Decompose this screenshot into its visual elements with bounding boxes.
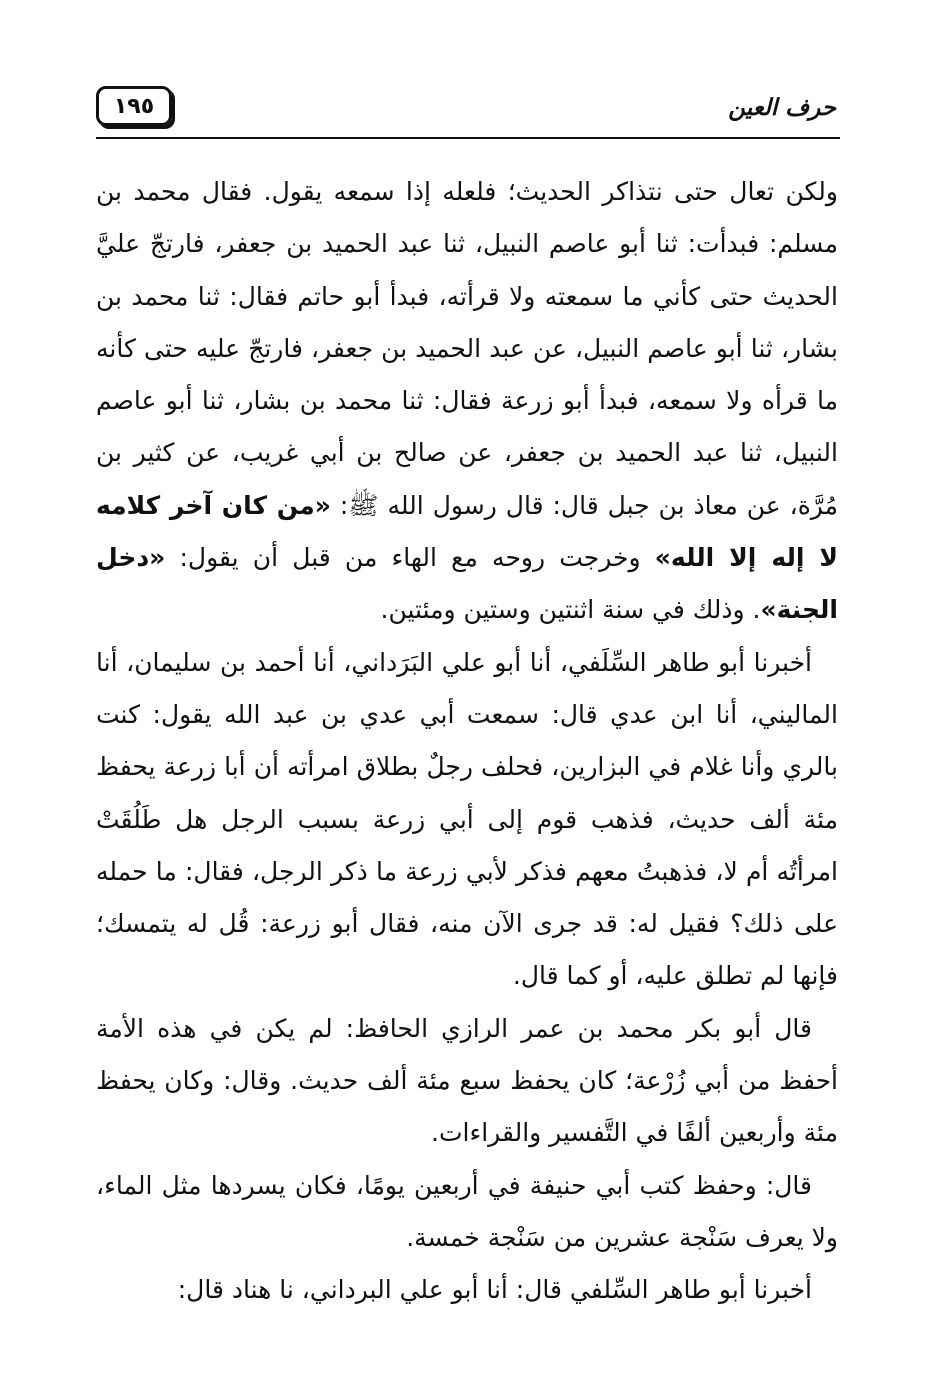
paragraph [96,166,838,637]
page-header [96,80,840,138]
text-segment: قال أبو بكر محمد بن عمر الرازي الحافظ: لم يكن في هذه الأمة أحفظ من أبي زُرْعة؛ كان يحفظ سبع مئة ألف حديث. وقال: وكان يحفظ مئة وأربعين ألفًا في التَّفسير والقراءات. [96,1013,838,1148]
paragraph [96,1003,838,1160]
text-segment: قال: وحفظ كتب أبي حنيفة في أربعين يومًا، فكان يسردها مثل الماء، ولا يعرف سَنْجة عشرين من سَنْجة خمسة. [96,1170,838,1252]
text-segment: ولكن تعال حتى نتذاكر الحديث؛ فلعله إذا سمعه يقول. فقال محمد بن مسلم: فبدأت: ثنا أبو عاصم النبيل، ثنا عبد الحميد بن جعفر، فارتجّ عليَّ الحديث حتى كأني ما سمعته ولا قرأته، فبدأ أبو حاتم فقال: ثنا محمد بن بشار، ثنا أبو عاصم النبيل، عن عبد الحميد بن جعفر، فارتجّ عليه حتى كأنه ما قرأه ولا سمعه، فبدأ أبو زرعة فقال: ثنا محمد بن بشار، ثنا أبو عاصم النبيل، ثنا عبد الحميد بن جعفر، عن صالح بن أبي غريب، عن كثير بن مُرَّة، عن معاذ بن جبل قال: قال رسول الله ﷺ: [96,177,838,520]
text-segment: أخبرنا أبو طاهر السِّلفي قال: أنا أبو علي البرداني، نا هناد قال: [177,1275,812,1305]
paragraph [96,1160,838,1265]
bold-quote: «من كان آخر كلامه لا إله إلا الله» [96,490,838,573]
paragraph [96,1264,838,1316]
text-segment: أخبرنا أبو طاهر السِّلَفي، أنا أبو علي البَرَداني، أنا أحمد بن سليمان، أنا الماليني، أنا ابن عدي قال: سمعت أبي عدي بن عبد الله يقول: كنت بالري وأنا غلام في البزارين، فحلف رجلٌ بطلاق امرأته أن أبا زرعة يحفظ مئة ألف حديث، فذهب قوم إلى أبي زرعة بسبب الرجل هل طَلُقَتْ امرأتُه أم لا، فذهبتُ معهم فذكر لأبي زرعة ما ذكر الرجل، فقال: ما حمله على ذلك؟ فقيل له: قد جرى الآن منه، فقال أبو زرعة: قُل له يتمسك؛ فإنها لم تطلق عليه، أو كما قال. [96,647,838,991]
page-number: ١٩٥ [113,93,155,119]
bold-quote: «دخل الجنة» [96,543,838,625]
text-segment: وخرجت روحه مع الهاء من قبل أن يقول: [165,543,655,573]
page-number-box [96,86,172,126]
header-rule [96,137,840,139]
running-title: حرف العين [728,94,836,121]
text-segment: . وذلك في سنة اثنتين وستين ومئتين. [380,595,761,625]
paragraph [96,637,838,1003]
body-text [96,166,838,1317]
